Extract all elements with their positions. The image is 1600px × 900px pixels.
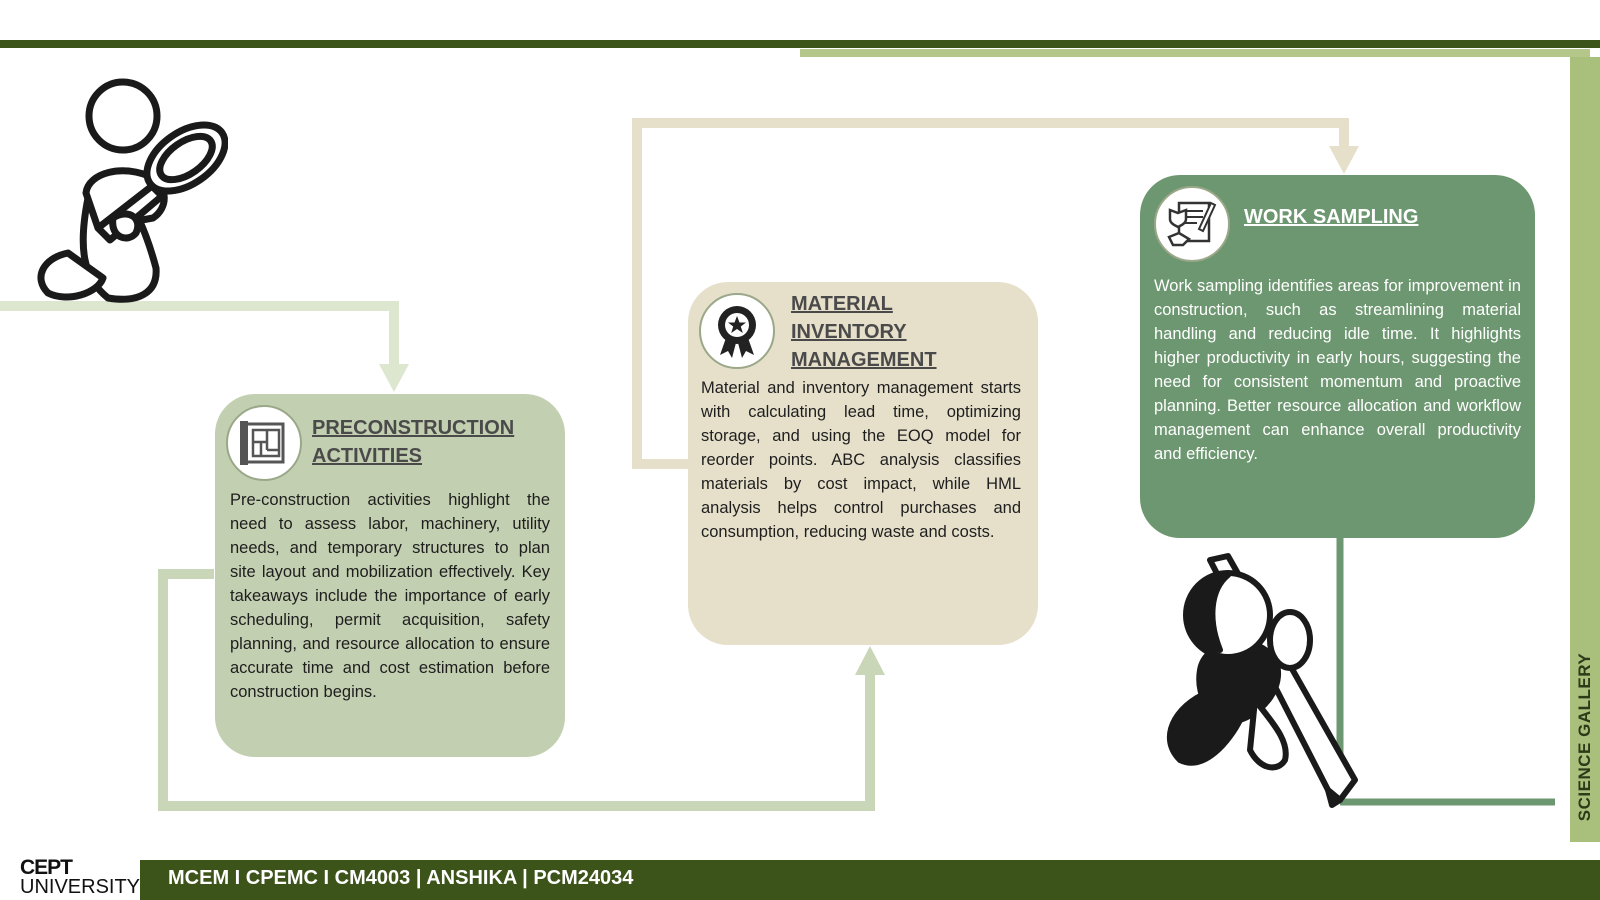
- arrow-into-preconstruction: [379, 364, 409, 392]
- arrow-into-material: [855, 646, 885, 675]
- logo-text-line2: UNIVERSITY: [20, 876, 141, 898]
- floor-plan-icon: [226, 405, 302, 481]
- card-title: MATERIAL INVENTORY MANAGEMENT: [791, 293, 937, 371]
- card-preconstruction: [215, 394, 565, 757]
- card-title: WORK SAMPLING: [1244, 206, 1419, 228]
- magnifier-figure-illustration: [28, 78, 228, 308]
- card-description: Work sampling identifies areas for improvement in construction, such as streamlining material handling and reducing idle time. It highlights higher productivity in early hours, suggesting the need for consistent momentum and proactive planning. Better resource allocation and workflow management can enhance overall productivity and efficiency.: [1154, 277, 1521, 463]
- card-title: PRECONSTRUCTION ACTIVITIES: [312, 417, 515, 467]
- connector-start: [0, 306, 394, 368]
- card-description: Pre-construction activities highlight the need to assess labor, machinery, utility needs, and temporary structures to plan site layout and mobilization effectively. Key takeaways include the importance of early scheduling, permit acquisition, safety planning, and resource allocation to ensure accurate time and cost estimation before construction begins.: [230, 491, 550, 701]
- footer-course-info: MCEM I CPEMC I CM4003 | ANSHIKA | PCM24034: [168, 867, 634, 889]
- pencil-figure-illustration: [1160, 550, 1370, 810]
- logo-text-line1: CEPT: [20, 856, 73, 879]
- side-label: SCIENCE GALLERY: [1575, 652, 1595, 822]
- arrow-into-sampling: [1329, 146, 1359, 174]
- award-badge-icon: [699, 293, 775, 369]
- contract-handshake-icon: [1154, 186, 1230, 262]
- card-material-inventory: [688, 282, 1038, 645]
- card-description: Material and inventory management starts with calculating lead time, optimizing storage, and using the EOQ model for reorder points. ABC analysis classifies materials by cost impact, while HML analysis helps control purchases and consumption, reducing waste and costs.: [701, 379, 1021, 541]
- card-work-sampling: [1140, 175, 1535, 538]
